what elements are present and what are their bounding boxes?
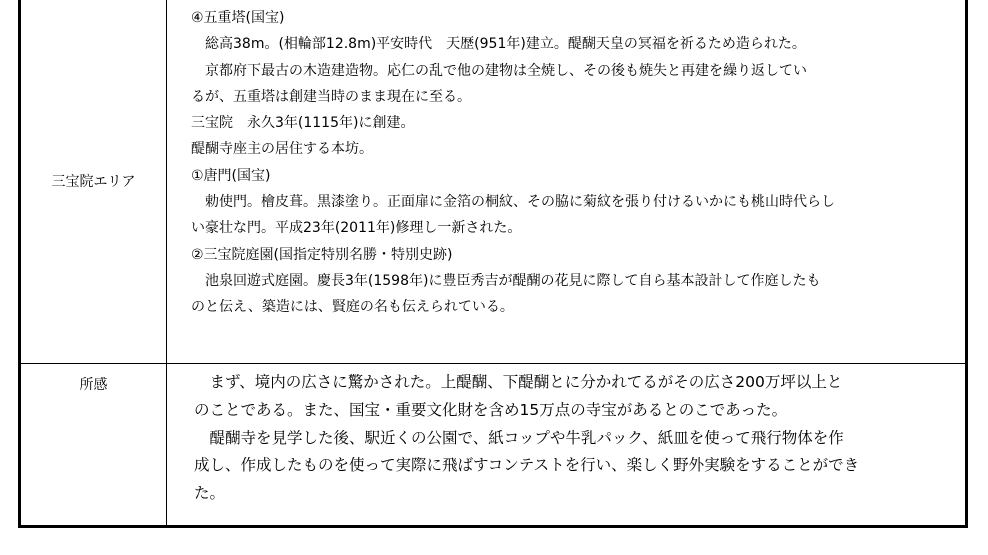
area-line: 総高38m。(相輪部12.8m)平安時代 天歴(951年)建立。醍醐天皇の冥福を祈るため造られた。 [191, 36, 806, 53]
area-line: ①唐門(国宝) [191, 167, 271, 184]
impression-line: た。 [194, 484, 226, 503]
impression-content [167, 364, 967, 527]
impression-text-block [167, 364, 965, 508]
impression-line: 醍醐寺を見学した後、駅近くの公園で、紙コップや牛乳パック、紙皿を使って飛行物体を作 [194, 428, 844, 447]
area-line: 京都府下最古の木造建造物。応仁の乱で他の建物は全焼し、その後も焼失と再建を繰り返してい [191, 62, 807, 79]
area-line: るが、五重塔は創建当時のまま現在に至る。 [191, 88, 471, 105]
area-line: 勅使門。檜皮葺。黒漆塗り。正面扉に金箔の桐紋、その脇に菊紋を張り付けるいかにも桃山時代らし [191, 194, 835, 211]
area-label: 三宝院エリア [20, 0, 167, 364]
impression-line: のことである。また、国宝・重要文化財を含め15万点の寺宝があるとのこであった。 [194, 400, 788, 419]
area-line: 池泉回遊式庭園。慶長3年(1598年)に豊臣秀吉が醍醐の花見に際して自ら基本設計して作庭したも [191, 272, 821, 289]
area-row [20, 0, 967, 364]
area-line: 三宝院 永久3年(1115年)に創建。 [191, 115, 415, 132]
area-line: のと伝え、築造には、賢庭の名も伝えられている。 [191, 299, 514, 316]
impression-row [20, 364, 967, 527]
area-line: ②三宝院庭園(国指定特別名勝・特別史跡) [191, 246, 453, 263]
report-table [18, 0, 968, 528]
area-line: ④五重塔(国宝) [191, 10, 285, 26]
impression-line: まず、境内の広さに驚かされた。上醍醐、下醍醐とに分かれてるがその広さ200万坪以上と [194, 373, 843, 391]
impression-line: 成し、作成したものを使って実際に飛ばすコンテストを行い、楽しく野外実験をすることができ [194, 456, 860, 475]
impression-label: 所感 [20, 364, 167, 527]
area-line: い豪壮な門。平成23年(2011年)修理し一新された。 [191, 220, 522, 237]
area-line: 醍醐寺座主の居住する本坊。 [191, 141, 373, 158]
area-text-block [167, 0, 965, 321]
area-content [167, 0, 967, 364]
